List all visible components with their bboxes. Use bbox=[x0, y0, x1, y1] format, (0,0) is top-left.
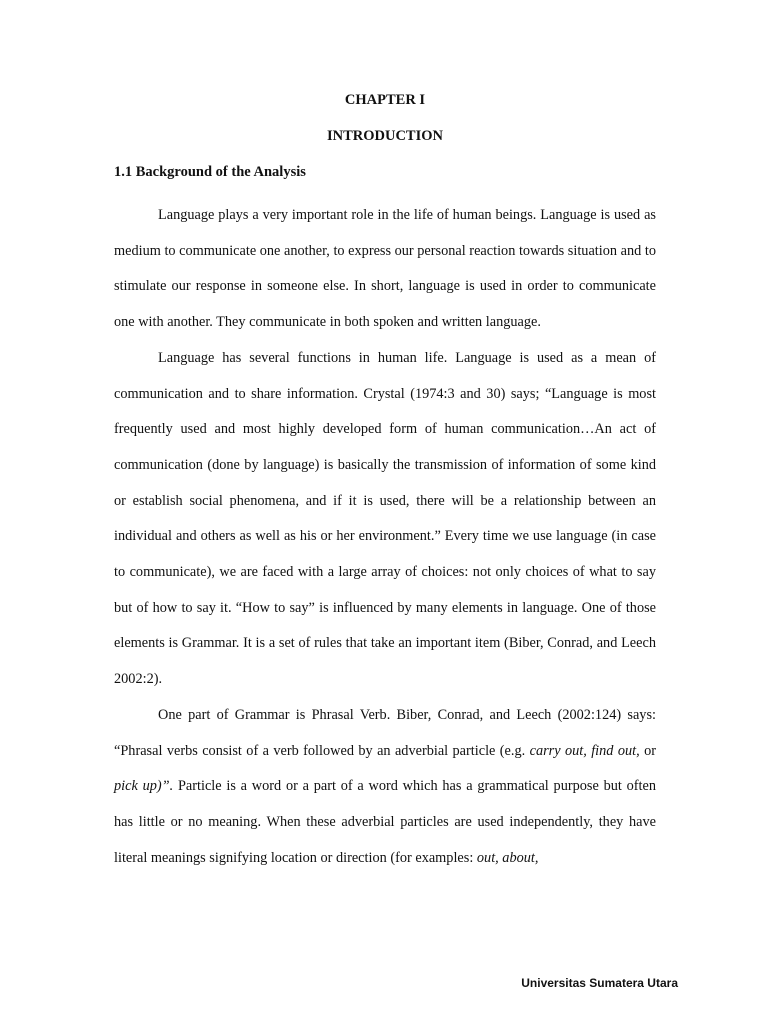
paragraph-1: Language plays a very important role in the life of human beings. Language is used as medium to communicate one another, to express our personal reaction towards situation and to stimulate our response in someone else. In short, language is used in order to communicate one with another. They communicate in both spoken and written language. bbox=[114, 207, 656, 331]
body-text bbox=[114, 198, 656, 876]
section-heading: 1.1 Background of the Analysis bbox=[114, 164, 306, 180]
footer-institution: Universitas Sumatera Utara bbox=[521, 976, 678, 990]
paragraph-3-text-a: One part of Grammar is Phrasal Verb. Biber, Conrad, and Leech (2002:124) says: “Phrasal verbs consist of a verb followed by an adverbial particle (e.g. bbox=[114, 706, 656, 759]
chapter-title: CHAPTER I bbox=[344, 92, 426, 108]
chapter-subtitle: INTRODUCTION bbox=[326, 128, 443, 144]
paragraph-3-example-a: carry out, find out, bbox=[529, 742, 640, 759]
paragraph-3-example-b: pick up)”. bbox=[114, 778, 174, 795]
paragraph-3 bbox=[114, 698, 656, 877]
paragraph-3-example-c: out, about, bbox=[476, 849, 539, 866]
paragraph-3-text-c: Particle is a word or a part of a word which has a grammatical purpose but often has little or no meaning. When these adverbial particles are used independently, they have literal meanings signifying location or direction (for examples: bbox=[114, 778, 656, 866]
paragraph-3-text-b: or bbox=[639, 742, 657, 759]
paragraph-2: Language has several functions in human life. Language is used as a mean of communication and to share information. Crystal (1974:3 and 30) says; “Language is most frequently used and most highly developed form of human communication…An act of communication (done by language) is basically the transmission of information of some kind or establish social phenomena, and if it is used, there will be a relationship between an individual and others as well as his or her environment.” Every time we use language (in case to communicate), we are faced with a large array of choices: not only choices of what to say but of how to say it. “How to say” is influenced by many elements in language. One of those elements is Grammar. It is a set of rules that take an important item (Biber, Conrad, and Leech 2002:2). bbox=[114, 349, 656, 688]
